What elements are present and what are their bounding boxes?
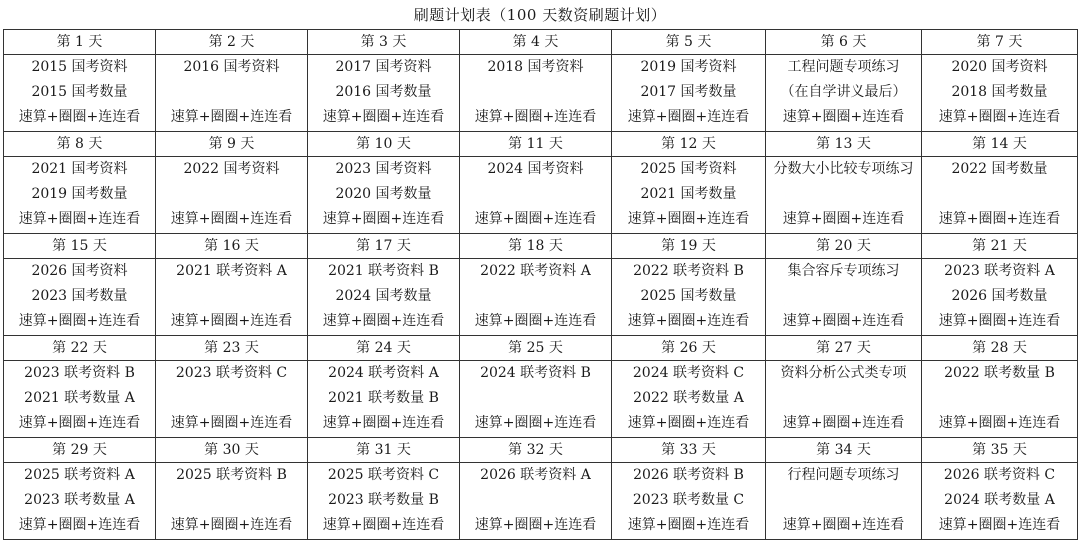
daily-drill-text: 速算+圈圈+连连看 bbox=[18, 211, 141, 227]
task-text: 2025 联考资料 C bbox=[327, 467, 440, 483]
task-text: 2021 联考数量 A bbox=[24, 390, 135, 406]
day-task-cell bbox=[922, 259, 1078, 336]
task-text: 2022 联考数量 A bbox=[633, 390, 744, 406]
day-label: 第 18 天 bbox=[460, 234, 612, 259]
daily-drill-text: 速算+圈圈+连连看 bbox=[18, 109, 141, 125]
daily-drill-text: 速算+圈圈+连连看 bbox=[938, 415, 1061, 431]
day-task-cell bbox=[612, 55, 766, 132]
task-text: 2019 国考资料 bbox=[640, 59, 737, 75]
day-task-cell bbox=[308, 55, 460, 132]
day-task-cell bbox=[766, 361, 922, 438]
day-label: 第 35 天 bbox=[922, 438, 1078, 463]
day-label: 第 9 天 bbox=[156, 132, 308, 157]
task-text: 2023 国考资料 bbox=[335, 161, 432, 177]
task-row bbox=[4, 463, 1078, 540]
daily-drill-text: 速算+圈圈+连连看 bbox=[782, 211, 905, 227]
task-text: 2025 国考资料 bbox=[640, 161, 737, 177]
daily-drill-text: 速算+圈圈+连连看 bbox=[938, 313, 1061, 329]
day-task-cell bbox=[612, 259, 766, 336]
task-text: 2022 联考资料 B bbox=[633, 263, 744, 279]
task-text: 分数大小比较专项练习 bbox=[773, 161, 914, 177]
task-text: 2018 国考数量 bbox=[951, 84, 1048, 100]
daily-drill-text: 速算+圈圈+连连看 bbox=[474, 211, 597, 227]
daily-drill-text: 速算+圈圈+连连看 bbox=[170, 517, 293, 533]
task-text: 2026 国考资料 bbox=[31, 263, 128, 279]
day-header-row bbox=[4, 30, 1078, 55]
task-text: 2015 国考资料 bbox=[31, 59, 128, 75]
task-text: 2024 联考资料 B bbox=[480, 365, 591, 381]
task-text: 2025 国考数量 bbox=[640, 288, 737, 304]
day-label: 第 11 天 bbox=[460, 132, 612, 157]
day-label: 第 16 天 bbox=[156, 234, 308, 259]
task-text: 2026 联考资料 B bbox=[633, 467, 744, 483]
day-label: 第 10 天 bbox=[308, 132, 460, 157]
task-text: 工程问题专项练习 bbox=[787, 59, 900, 75]
day-label: 第 22 天 bbox=[4, 336, 156, 361]
task-text: 2023 联考数量 A bbox=[24, 492, 135, 508]
day-task-cell bbox=[612, 463, 766, 540]
daily-drill-text: 速算+圈圈+连连看 bbox=[782, 109, 905, 125]
day-label: 第 32 天 bbox=[460, 438, 612, 463]
daily-drill-text: 速算+圈圈+连连看 bbox=[322, 415, 445, 431]
day-header-row bbox=[4, 336, 1078, 361]
day-label: 第 30 天 bbox=[156, 438, 308, 463]
daily-drill-text: 速算+圈圈+连连看 bbox=[627, 313, 750, 329]
day-task-cell bbox=[460, 55, 612, 132]
daily-drill-text: 速算+圈圈+连连看 bbox=[627, 109, 750, 125]
task-text: 2020 国考资料 bbox=[951, 59, 1048, 75]
task-text: 2017 国考资料 bbox=[335, 59, 432, 75]
task-text: 2015 国考数量 bbox=[31, 84, 128, 100]
day-label: 第 14 天 bbox=[922, 132, 1078, 157]
daily-drill-text: 速算+圈圈+连连看 bbox=[474, 109, 597, 125]
daily-drill-text: 速算+圈圈+连连看 bbox=[627, 415, 750, 431]
day-label: 第 8 天 bbox=[4, 132, 156, 157]
day-label: 第 31 天 bbox=[308, 438, 460, 463]
day-task-cell bbox=[612, 157, 766, 234]
task-text: 2022 联考数量 B bbox=[944, 365, 1055, 381]
day-task-cell bbox=[4, 259, 156, 336]
day-task-cell bbox=[460, 361, 612, 438]
task-text: 2026 联考资料 A bbox=[480, 467, 591, 483]
task-text: 2022 国考数量 bbox=[951, 161, 1048, 177]
day-task-cell bbox=[156, 463, 308, 540]
day-task-cell bbox=[4, 361, 156, 438]
day-task-cell bbox=[766, 55, 922, 132]
task-row bbox=[4, 55, 1078, 132]
daily-drill-text: 速算+圈圈+连连看 bbox=[18, 313, 141, 329]
daily-drill-text: 速算+圈圈+连连看 bbox=[322, 211, 445, 227]
day-label: 第 2 天 bbox=[156, 30, 308, 55]
day-label: 第 20 天 bbox=[766, 234, 922, 259]
day-task-cell bbox=[612, 361, 766, 438]
day-label: 第 25 天 bbox=[460, 336, 612, 361]
day-task-cell bbox=[4, 55, 156, 132]
daily-drill-text: 速算+圈圈+连连看 bbox=[322, 517, 445, 533]
daily-drill-text: 速算+圈圈+连连看 bbox=[938, 211, 1061, 227]
daily-drill-text: 速算+圈圈+连连看 bbox=[782, 517, 905, 533]
day-task-cell bbox=[922, 463, 1078, 540]
daily-drill-text: 速算+圈圈+连连看 bbox=[474, 517, 597, 533]
task-text: 2024 联考资料 A bbox=[328, 365, 439, 381]
day-label: 第 19 天 bbox=[612, 234, 766, 259]
task-text: 2023 联考数量 B bbox=[328, 492, 439, 508]
task-text: 集合容斥专项练习 bbox=[787, 263, 900, 279]
task-text: 2017 国考数量 bbox=[640, 84, 737, 100]
day-label: 第 28 天 bbox=[922, 336, 1078, 361]
task-text: 2026 国考数量 bbox=[951, 288, 1048, 304]
task-text: 2024 国考数量 bbox=[335, 288, 432, 304]
day-label: 第 13 天 bbox=[766, 132, 922, 157]
task-text: 2021 国考资料 bbox=[31, 161, 128, 177]
day-label: 第 26 天 bbox=[612, 336, 766, 361]
task-text: 2021 联考资料 B bbox=[328, 263, 439, 279]
task-text: 资料分析公式类专项 bbox=[780, 365, 907, 381]
daily-drill-text: 速算+圈圈+连连看 bbox=[938, 109, 1061, 125]
day-task-cell bbox=[766, 157, 922, 234]
day-task-cell bbox=[156, 55, 308, 132]
task-text: 2024 国考资料 bbox=[487, 161, 584, 177]
day-label: 第 3 天 bbox=[308, 30, 460, 55]
day-task-cell bbox=[460, 463, 612, 540]
daily-drill-text: 速算+圈圈+连连看 bbox=[322, 313, 445, 329]
task-text: 2019 国考数量 bbox=[31, 186, 128, 202]
daily-drill-text: 速算+圈圈+连连看 bbox=[170, 211, 293, 227]
day-task-cell bbox=[156, 259, 308, 336]
task-row bbox=[4, 361, 1078, 438]
task-text: 2016 国考资料 bbox=[183, 59, 280, 75]
day-task-cell bbox=[460, 157, 612, 234]
task-text: 行程问题专项练习 bbox=[787, 467, 900, 483]
study-plan-table bbox=[3, 29, 1078, 540]
task-text: 2024 联考数量 A bbox=[944, 492, 1055, 508]
day-label: 第 15 天 bbox=[4, 234, 156, 259]
day-label: 第 17 天 bbox=[308, 234, 460, 259]
day-task-cell bbox=[4, 463, 156, 540]
task-text: 2024 联考资料 C bbox=[632, 365, 745, 381]
task-text: 2021 国考数量 bbox=[640, 186, 737, 202]
daily-drill-text: 速算+圈圈+连连看 bbox=[782, 313, 905, 329]
task-text: 2025 联考资料 B bbox=[176, 467, 287, 483]
day-label: 第 33 天 bbox=[612, 438, 766, 463]
daily-drill-text: 速算+圈圈+连连看 bbox=[782, 415, 905, 431]
day-task-cell bbox=[308, 361, 460, 438]
day-header-row bbox=[4, 438, 1078, 463]
day-task-cell bbox=[766, 463, 922, 540]
task-text: 2021 联考数量 B bbox=[328, 390, 439, 406]
daily-drill-text: 速算+圈圈+连连看 bbox=[170, 109, 293, 125]
task-text: 2025 联考资料 A bbox=[24, 467, 135, 483]
daily-drill-text: 速算+圈圈+连连看 bbox=[18, 415, 141, 431]
task-text: 2023 联考数量 C bbox=[632, 492, 745, 508]
day-task-cell bbox=[922, 157, 1078, 234]
day-label: 第 29 天 bbox=[4, 438, 156, 463]
day-label: 第 7 天 bbox=[922, 30, 1078, 55]
day-label: 第 5 天 bbox=[612, 30, 766, 55]
day-task-cell bbox=[156, 157, 308, 234]
day-label: 第 1 天 bbox=[4, 30, 156, 55]
task-text: 2022 国考资料 bbox=[183, 161, 280, 177]
daily-drill-text: 速算+圈圈+连连看 bbox=[627, 211, 750, 227]
day-label: 第 4 天 bbox=[460, 30, 612, 55]
daily-drill-text: 速算+圈圈+连连看 bbox=[938, 517, 1061, 533]
task-text: 2023 联考资料 B bbox=[24, 365, 135, 381]
day-task-cell bbox=[922, 361, 1078, 438]
task-text: 2021 联考资料 A bbox=[176, 263, 287, 279]
table-title: 刷题计划表（100 天数资刷题计划） bbox=[413, 6, 667, 24]
day-task-cell bbox=[766, 259, 922, 336]
task-text bbox=[766, 284, 921, 309]
day-label: 第 34 天 bbox=[766, 438, 922, 463]
day-label: 第 24 天 bbox=[308, 336, 460, 361]
day-label: 第 12 天 bbox=[612, 132, 766, 157]
day-task-cell bbox=[308, 463, 460, 540]
task-text: 2023 联考资料 A bbox=[944, 263, 1055, 279]
task-text bbox=[766, 488, 921, 513]
day-task-cell bbox=[308, 157, 460, 234]
daily-drill-text: 速算+圈圈+连连看 bbox=[170, 313, 293, 329]
daily-drill-text: 速算+圈圈+连连看 bbox=[474, 415, 597, 431]
daily-drill-text: 速算+圈圈+连连看 bbox=[627, 517, 750, 533]
day-label: 第 27 天 bbox=[766, 336, 922, 361]
daily-drill-text: 速算+圈圈+连连看 bbox=[18, 517, 141, 533]
day-header-row bbox=[4, 132, 1078, 157]
day-label: 第 23 天 bbox=[156, 336, 308, 361]
day-task-cell bbox=[922, 55, 1078, 132]
day-task-cell bbox=[460, 259, 612, 336]
day-task-cell bbox=[156, 361, 308, 438]
day-label: 第 6 天 bbox=[766, 30, 922, 55]
day-task-cell bbox=[308, 259, 460, 336]
task-text: （在自学讲义最后） bbox=[780, 84, 907, 100]
day-header-row bbox=[4, 234, 1078, 259]
task-text: 2020 国考数量 bbox=[335, 186, 432, 202]
task-row bbox=[4, 157, 1078, 234]
task-text: 2026 联考资料 C bbox=[943, 467, 1056, 483]
daily-drill-text: 速算+圈圈+连连看 bbox=[170, 415, 293, 431]
daily-drill-text: 速算+圈圈+连连看 bbox=[322, 109, 445, 125]
task-text: 2016 国考数量 bbox=[335, 84, 432, 100]
daily-drill-text: 速算+圈圈+连连看 bbox=[474, 313, 597, 329]
task-text: 2018 国考资料 bbox=[487, 59, 584, 75]
task-row bbox=[4, 259, 1078, 336]
day-label: 第 21 天 bbox=[922, 234, 1078, 259]
task-text: 2023 国考数量 bbox=[31, 288, 128, 304]
task-text: 2022 联考资料 A bbox=[480, 263, 591, 279]
task-text: 2023 联考资料 C bbox=[175, 365, 288, 381]
day-task-cell bbox=[4, 157, 156, 234]
